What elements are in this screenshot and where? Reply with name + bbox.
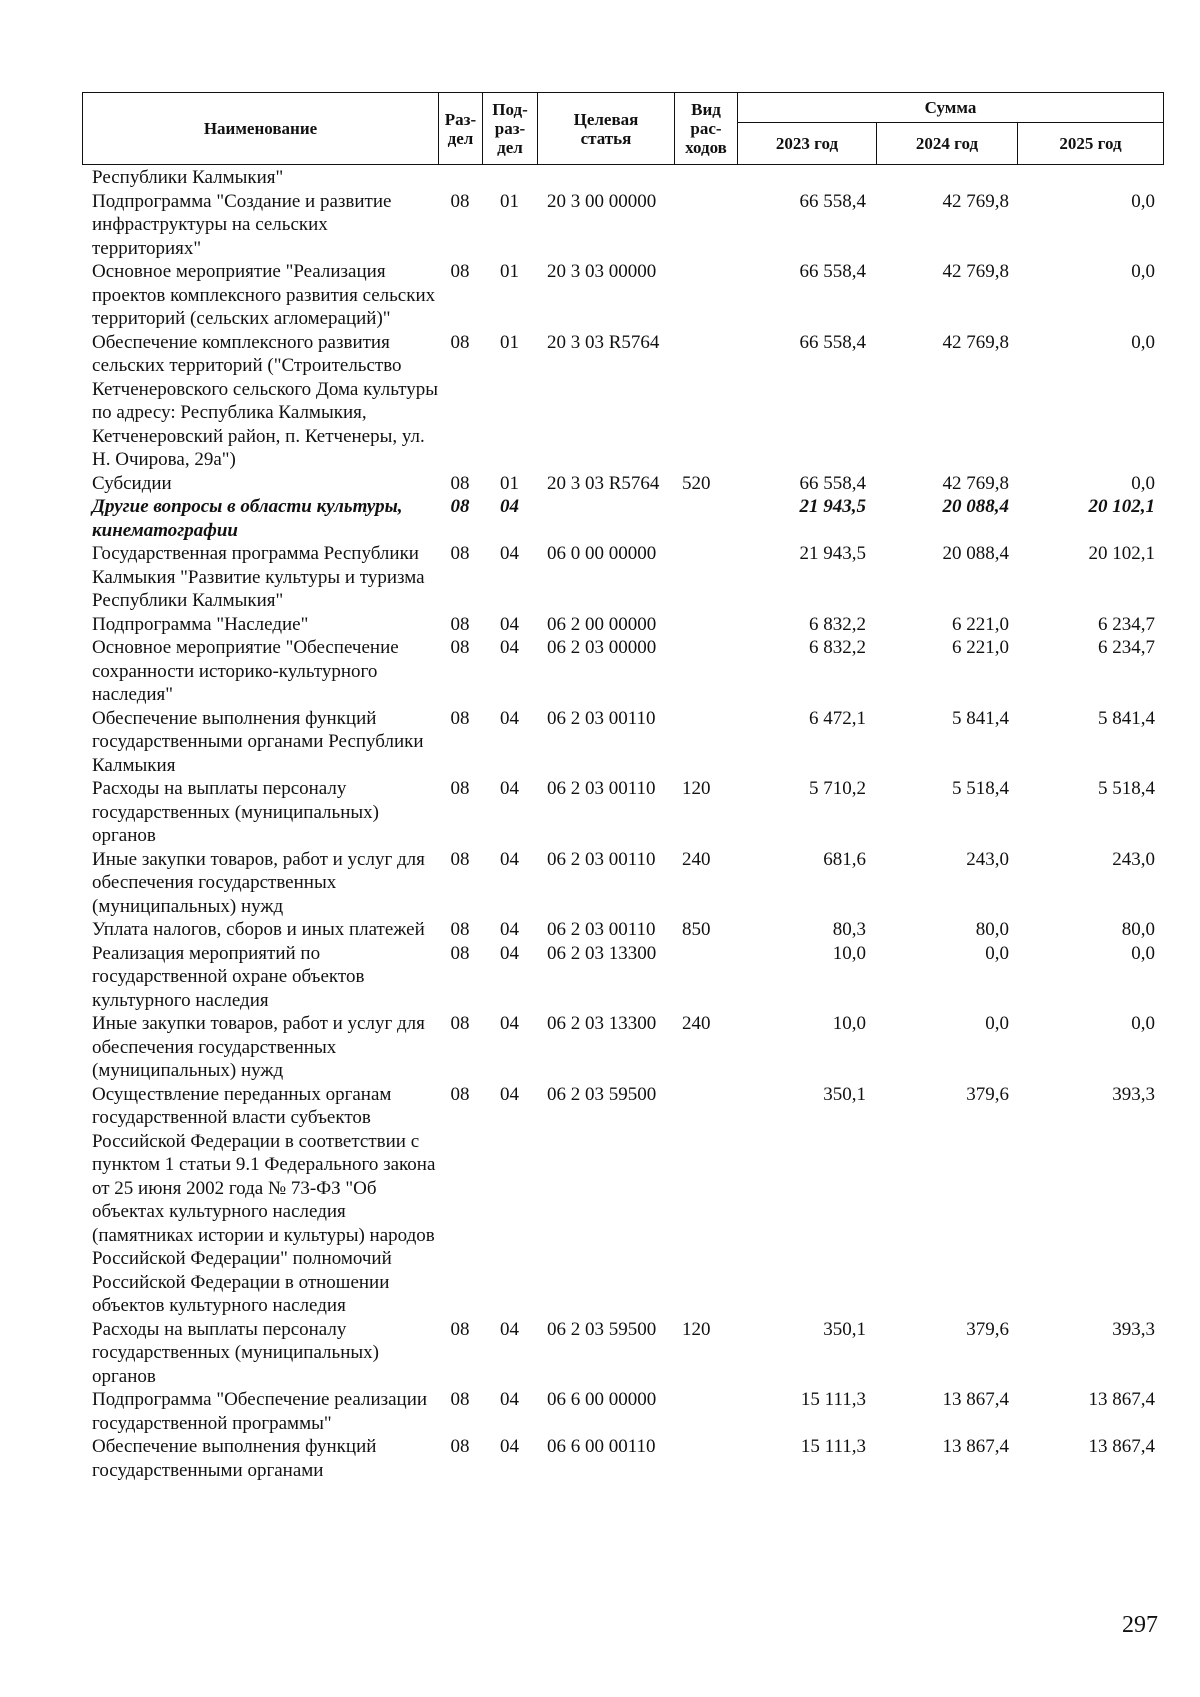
row-name: Республики Калмыкия" xyxy=(92,167,284,188)
row-sum-2023: 10,0 xyxy=(832,1013,866,1034)
row-section: 08 xyxy=(450,472,470,494)
row-sum-2023: 350,1 xyxy=(823,1318,866,1340)
row-sum-2025: 243,0 xyxy=(1112,848,1155,870)
row-subsection: 04 xyxy=(500,1013,519,1034)
row-subsection: 04 xyxy=(500,496,519,517)
row-name: Обеспечение выполнения функций государственными органами Республики Калмыкия xyxy=(92,707,424,776)
row-name: Расходы на выплаты персоналу государственных (муниципальных) органов xyxy=(92,1318,379,1387)
row-section: 08 xyxy=(450,707,470,729)
row-sum-2024: 42 769,8 xyxy=(942,190,1009,212)
row-name: Иные закупки товаров, работ и услуг для обеспечения государственных (муниципальных) нужд xyxy=(92,848,425,917)
row-subsection: 04 xyxy=(500,919,519,940)
table-row xyxy=(82,848,1163,919)
row-subsection: 01 xyxy=(500,331,519,353)
table-row xyxy=(82,1435,1163,1482)
row-subsection: 04 xyxy=(500,1318,519,1340)
table-row xyxy=(82,260,1163,331)
header-subsection-line: раз- xyxy=(494,119,526,138)
table-header xyxy=(82,92,1164,165)
header-subsection-line: дел xyxy=(497,138,523,157)
header-vid-line: Вид xyxy=(691,100,721,119)
row-section: 08 xyxy=(450,1083,470,1105)
row-sum-2023: 80,3 xyxy=(832,919,866,940)
row-article: 20 3 03 00000 xyxy=(547,261,657,282)
header-section-line: Раз- xyxy=(444,109,477,129)
row-sum-2024: 243,0 xyxy=(966,848,1009,870)
row-article: 20 3 03 R5764 xyxy=(547,472,660,494)
row-subsection: 04 xyxy=(500,543,519,564)
row-sum-2023: 15 111,3 xyxy=(800,1436,866,1457)
header-section xyxy=(439,93,483,165)
row-sum-2025: 0,0 xyxy=(1131,942,1155,964)
row-section: 08 xyxy=(450,1389,470,1410)
row-sum-2025: 5 518,4 xyxy=(1098,778,1155,799)
row-section: 08 xyxy=(450,1318,470,1340)
header-article-line: статья xyxy=(580,128,632,148)
row-name: Расходы на выплаты персоналу государственных (муниципальных) органов xyxy=(92,778,379,846)
row-sum-2023: 15 111,3 xyxy=(800,1389,866,1410)
header-target-article xyxy=(538,93,675,165)
header-subsection-line: Под- xyxy=(492,100,528,119)
row-name: Обеспечение комплексного развития сельских территорий ("Строительство Кетченеровского сельского Дома культуры по адресу: Республика Калмыкия, Кетченеровский район, п. Кетченеры, ул. Н. Очирова, 29а") xyxy=(92,331,438,470)
row-name: Осуществление переданных органам государственной власти субъектов Российской Федерации в соответствии с пунктом 1 статьи 9.1 Федерального закона от 25 июня 2002 года № 73-ФЗ "Об объектах культурного наследия (памятниках истории и культуры) народов Российской Федерации" полномочий Российской Федерации в отношении объектов культурного наследия xyxy=(92,1083,436,1316)
row-article: 06 2 03 59500 xyxy=(547,1318,657,1340)
header-subsection xyxy=(483,93,538,165)
row-expense-type: 850 xyxy=(682,919,711,940)
header-year-2024: 2024 год xyxy=(877,123,1018,165)
row-sum-2025: 0,0 xyxy=(1131,261,1155,282)
table-row xyxy=(82,1388,1163,1435)
row-sum-2025: 0,0 xyxy=(1131,472,1155,494)
row-subsection: 04 xyxy=(500,707,519,729)
row-sum-2023: 6 832,2 xyxy=(809,613,866,635)
row-expense-type: 520 xyxy=(682,472,711,494)
row-sum-2025: 80,0 xyxy=(1121,919,1155,940)
row-subsection: 04 xyxy=(500,942,519,964)
row-name: Иные закупки товаров, работ и услуг для обеспечения государственных (муниципальных) нужд xyxy=(92,1013,425,1081)
row-sum-2025: 13 867,4 xyxy=(1088,1389,1155,1410)
row-name: Подпрограмма "Создание и развитие инфраструктуры на сельских территориях" xyxy=(92,190,392,259)
row-name: Основное мероприятие "Обеспечение сохранности историко-культурного наследия" xyxy=(92,637,399,705)
row-name: Подпрограмма "Наследие" xyxy=(92,613,309,635)
row-article: 06 2 03 00000 xyxy=(547,637,657,658)
row-sum-2024: 13 867,4 xyxy=(942,1389,1009,1410)
table-row xyxy=(82,777,1163,848)
row-sum-2024: 42 769,8 xyxy=(942,472,1009,494)
row-sum-2024: 0,0 xyxy=(985,942,1009,964)
row-sum-2023: 6 832,2 xyxy=(809,637,866,658)
header-article-line: Целевая xyxy=(573,109,639,129)
header-year-2023: 2023 год xyxy=(738,123,877,165)
row-article: 06 2 03 00110 xyxy=(547,848,656,870)
page-number: 297 xyxy=(1122,1612,1158,1638)
row-name: Основное мероприятие "Реализация проектов комплексного развития сельских территорий (сельских агломераций)" xyxy=(92,261,436,329)
header-year-2025: 2025 год xyxy=(1018,123,1164,165)
row-expense-type: 120 xyxy=(682,1318,711,1340)
row-subsection: 04 xyxy=(500,778,519,799)
table-row xyxy=(82,942,1163,1013)
row-sum-2023: 350,1 xyxy=(823,1083,866,1105)
table-row xyxy=(82,472,1163,496)
row-article: 06 6 00 00000 xyxy=(547,1389,657,1410)
header-vid-line: рас- xyxy=(690,119,722,138)
row-sum-2024: 6 221,0 xyxy=(952,613,1009,635)
row-sum-2024: 6 221,0 xyxy=(952,637,1009,658)
row-section: 08 xyxy=(450,919,470,940)
row-expense-type: 120 xyxy=(682,778,711,799)
row-subsection: 04 xyxy=(500,1389,519,1410)
row-sum-2023: 21 943,5 xyxy=(799,496,866,517)
row-article: 06 2 03 00110 xyxy=(547,778,656,799)
row-sum-2024: 80,0 xyxy=(975,919,1009,940)
row-section: 08 xyxy=(450,942,470,964)
row-article: 20 3 00 00000 xyxy=(547,190,657,212)
row-article: 06 2 03 59500 xyxy=(547,1083,657,1105)
row-sum-2025: 5 841,4 xyxy=(1098,707,1155,729)
row-sum-2025: 393,3 xyxy=(1112,1318,1155,1340)
row-section: 08 xyxy=(450,1013,470,1034)
header-expense-type xyxy=(675,93,738,165)
row-name: Субсидии xyxy=(92,472,172,494)
table-row xyxy=(82,166,1163,190)
row-section: 08 xyxy=(450,190,470,212)
row-sum-2023: 66 558,4 xyxy=(799,261,866,282)
row-sum-2023: 21 943,5 xyxy=(799,543,866,564)
row-sum-2023: 5 710,2 xyxy=(809,778,866,799)
row-sum-2024: 5 518,4 xyxy=(952,778,1009,799)
row-section: 08 xyxy=(450,261,470,282)
row-section: 08 xyxy=(450,637,470,658)
row-section: 08 xyxy=(450,848,470,870)
table-row xyxy=(82,542,1163,613)
row-sum-2024: 0,0 xyxy=(985,1013,1009,1034)
row-subsection: 04 xyxy=(500,637,519,658)
table-row xyxy=(82,1083,1163,1318)
row-section: 08 xyxy=(450,778,470,799)
row-section: 08 xyxy=(450,543,470,564)
row-expense-type: 240 xyxy=(682,848,711,870)
header-name: Наименование xyxy=(83,93,439,165)
row-article: 06 2 03 13300 xyxy=(547,942,657,964)
row-sum-2023: 10,0 xyxy=(832,942,866,964)
table-row xyxy=(82,1012,1163,1083)
header-sum: Сумма xyxy=(738,93,1164,123)
row-sum-2023: 6 472,1 xyxy=(809,707,866,729)
row-sum-2024: 5 841,4 xyxy=(952,707,1009,729)
row-sum-2024: 42 769,8 xyxy=(942,331,1009,353)
row-expense-type: 240 xyxy=(682,1013,711,1034)
row-section: 08 xyxy=(450,496,470,517)
row-article: 06 2 03 00110 xyxy=(547,919,656,940)
row-subsection: 04 xyxy=(500,613,519,635)
row-subsection: 01 xyxy=(500,261,519,282)
table-body xyxy=(82,166,1163,1482)
row-subsection: 04 xyxy=(500,1436,519,1457)
row-article: 06 6 00 00110 xyxy=(547,1436,656,1457)
table-row xyxy=(82,495,1163,542)
row-subsection: 04 xyxy=(500,1083,519,1105)
row-sum-2025: 20 102,1 xyxy=(1088,496,1155,517)
table-row xyxy=(82,918,1163,942)
row-sum-2025: 393,3 xyxy=(1112,1083,1155,1105)
table-row xyxy=(82,636,1163,707)
row-sum-2024: 379,6 xyxy=(966,1318,1009,1340)
row-sum-2024: 20 088,4 xyxy=(942,543,1009,564)
row-sum-2025: 0,0 xyxy=(1131,1013,1155,1034)
row-sum-2025: 20 102,1 xyxy=(1088,543,1155,564)
header-section-line: дел xyxy=(447,128,474,148)
row-sum-2023: 66 558,4 xyxy=(799,190,866,212)
row-section: 08 xyxy=(450,331,470,353)
row-sum-2025: 0,0 xyxy=(1131,190,1155,212)
table-row xyxy=(82,331,1163,472)
row-sum-2024: 379,6 xyxy=(966,1083,1009,1105)
row-sum-2023: 66 558,4 xyxy=(799,472,866,494)
row-section: 08 xyxy=(450,613,470,635)
row-sum-2025: 6 234,7 xyxy=(1098,613,1155,635)
table-row xyxy=(82,613,1163,637)
row-sum-2023: 66 558,4 xyxy=(799,331,866,353)
table-row xyxy=(82,190,1163,261)
table-row xyxy=(82,1318,1163,1389)
row-sum-2024: 13 867,4 xyxy=(942,1436,1009,1457)
row-name: Уплата налогов, сборов и иных платежей xyxy=(92,919,425,940)
table-row xyxy=(82,707,1163,778)
row-name: Обеспечение выполнения функций государственными органами xyxy=(92,1436,377,1481)
row-section: 08 xyxy=(450,1436,470,1457)
row-sum-2025: 0,0 xyxy=(1131,331,1155,353)
row-name: Подпрограмма "Обеспечение реализации государственной программы" xyxy=(92,1389,428,1434)
row-name: Реализация мероприятий по государственной охране объектов культурного наследия xyxy=(92,942,365,1011)
row-sum-2024: 20 088,4 xyxy=(942,496,1009,517)
row-name: Государственная программа Республики Калмыкия "Развитие культуры и туризма Республики Калмыкия" xyxy=(92,543,425,611)
row-subsection: 04 xyxy=(500,848,519,870)
row-subsection: 01 xyxy=(500,190,519,212)
row-sum-2023: 681,6 xyxy=(823,848,866,870)
row-article: 06 2 03 00110 xyxy=(547,707,656,729)
row-article: 20 3 03 R5764 xyxy=(547,331,660,353)
row-sum-2024: 42 769,8 xyxy=(942,261,1009,282)
row-name: Другие вопросы в области культуры, кинематографии xyxy=(92,496,403,541)
row-article: 06 0 00 00000 xyxy=(547,543,657,564)
row-article: 06 2 03 13300 xyxy=(547,1013,657,1034)
row-article: 06 2 00 00000 xyxy=(547,613,657,635)
header-vid-line: ходов xyxy=(685,138,727,157)
row-sum-2025: 6 234,7 xyxy=(1098,637,1155,658)
row-sum-2025: 13 867,4 xyxy=(1088,1436,1155,1457)
row-subsection: 01 xyxy=(500,472,519,494)
